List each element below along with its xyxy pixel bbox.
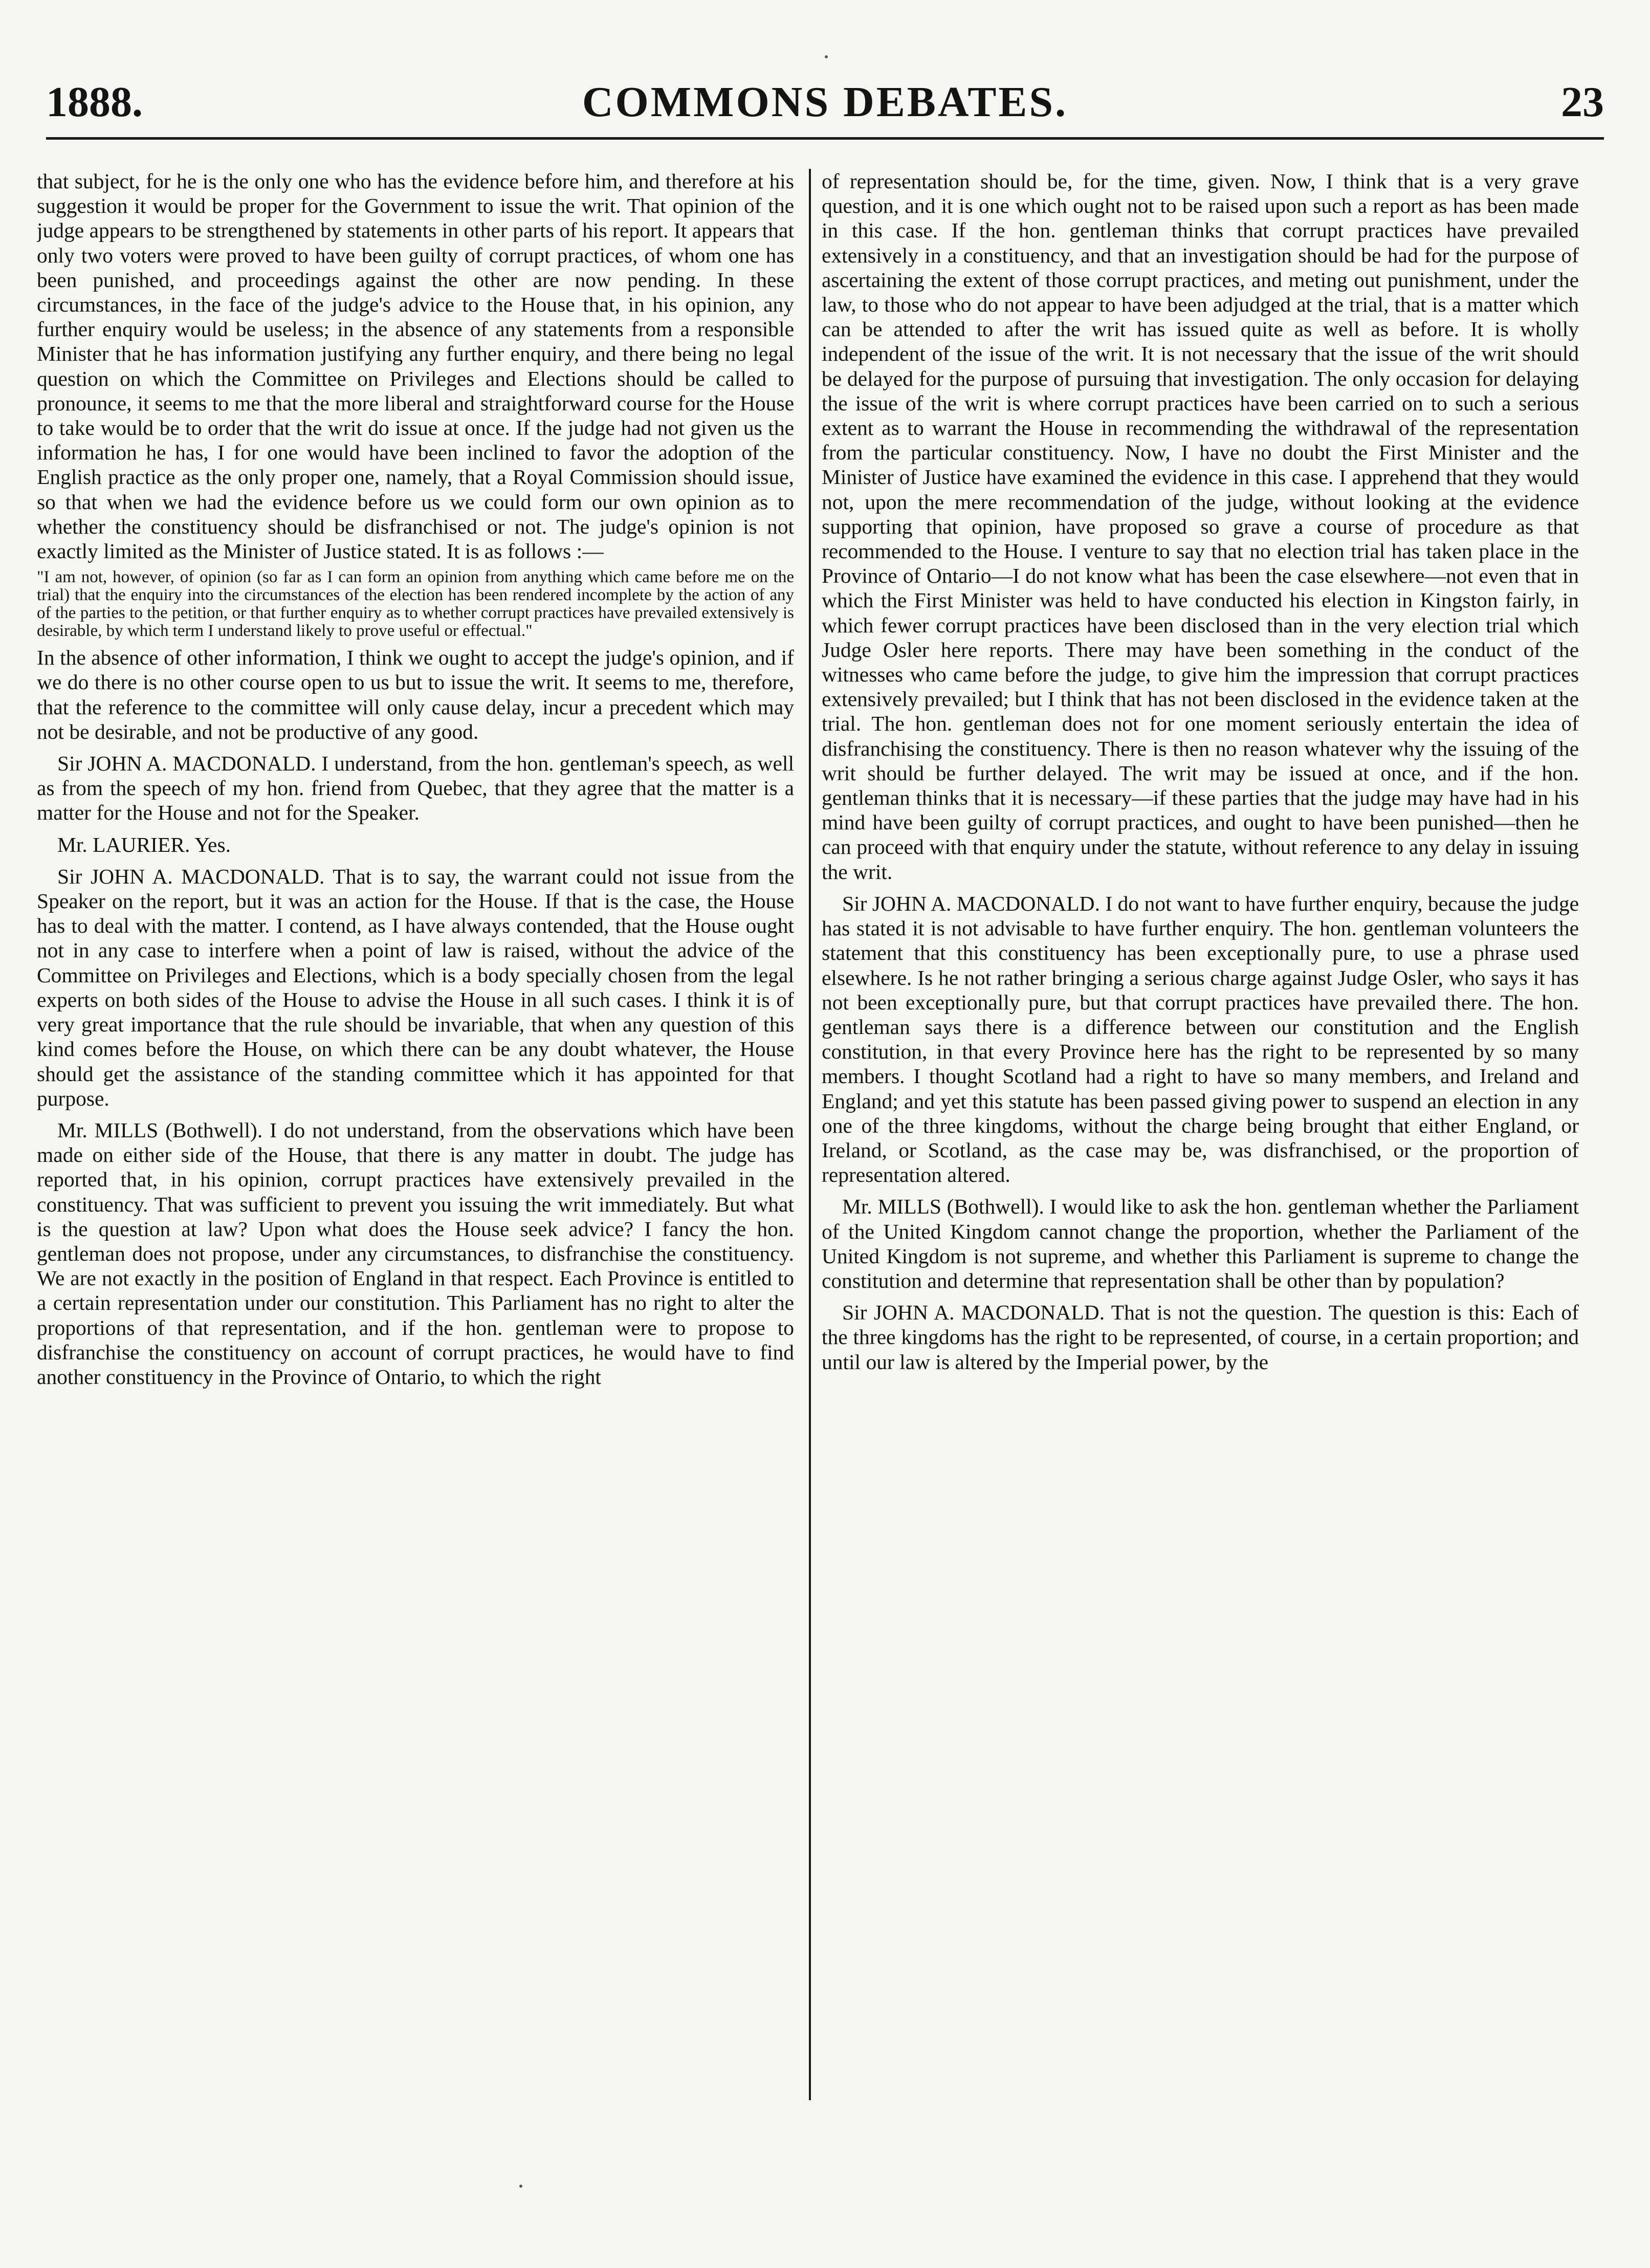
paragraph: that subject, for he is the only one who has the evidence before him, and therefore at his suggestion it would be proper for the Government to issue the writ. That opinion of the judge appears to be strengthened by statements in other parts of his report. It appears that only two voters were proved to have been guilty of corrupt practices, of whom one has been punished, and proceedings against the other are now pending. In these circumstances, in the face of the judge's advice to the House that, in his opinion, any further enquiry would be useless; in the absence of any statements from a responsible Minister that he has information justifying any further enquiry, and there being no legal question on which the Committee on Privileges and Elections should be called to pronounce, it seems to me that the more liberal and straightforward course for the House to take would be to order that the writ do issue at once. If the judge had not given us the information he has, I for one would have been inclined to favor the adoption of the English practice as the only proper one, namely, that a Royal Commission should issue, so that when we had the evidence before us we could form our own opinion as to whether the constituency should be disfranchised or not. The judge's opinion is not exactly limited as the Minister of Justice stated. It is as follows :— (37, 169, 794, 563)
judge-quote: "I am not, however, of opinion (so far as I can form an opinion from anything which came before me on the trial) that the enquiry into the circumstances of the election has been rendered incomplete by the action of any of the parties to the petition, or that further enquiry as to whether corrupt practices have prevailed extensively is desirable, by which term I understand likely to prove useful or effectual." (37, 568, 794, 641)
header-page-number: 23 (1561, 78, 1604, 126)
paragraph: of representation should be, for the time, given. Now, I think that is a very grave question, and it is one which ought not to be raised upon such a report as has been made in this case. If the hon. gentleman thinks that corrupt practices have prevailed extensively in a constituency, and that an investigation should be had for the purpose of ascertaining the extent of those corrupt practices, and meting out punishment, under the law, to those who do not appear to have been adjudged at the trial, that is a matter which can be attended to after the writ has issued quite as well as before. It is wholly independent of the issue of the writ. It is not necessary that the issue of the writ should be delayed for the purpose of pursuing that investigation. The only occasion for delaying the issue of the writ is where corrupt practices have been carried on to such a serious extent as to warrant the House in recommending the withdrawal of the representation from the particular constituency. Now, I have no doubt the First Minister and the Minister of Justice have examined the evidence in this case. I apprehend that they would not, upon the mere recommendation of the judge, without looking at the evidence supporting that opinion, have proposed so grave a course of procedure as that recommended to the House. I venture to say that no election trial has taken place in the Province of Ontario—I do not know what has been the case elsewhere—not even that in which the First Minister was held to have conducted his election in Kingston fairly, in which fewer corrupt practices have been disclosed than in the very election trial which Judge Osler here reports. There may have been something in the conduct of the witnesses who came before the judge, to give him the impression that corrupt practices extensively prevailed; but I think that has not been disclosed in the evidence taken at the trial. The hon. gentleman does not for one moment seriously entertain the idea of disfranchising the constituency. There is then no reason whatever why the issuing of the writ should be further delayed. The writ may be issued at once, and if the hon. gentleman thinks that it is necessary—if these parties that the judge may have had in his mind have been guilty of corrupt practices, and ought to have been punished—then he can proceed with that enquiry under the statute, without reference to any delay in issuing the writ. (822, 169, 1579, 884)
right-column (822, 169, 1579, 2108)
speech-paragraph: Mr. MILLS (Bothwell). I would like to ask the hon. gentleman whether the Parliament of the United Kingdom cannot change the proportion, whether the Parliament of the United Kingdom is not supreme, and whether this Parliament is supreme to change the constitution and determine that representation shall be other than by population? (822, 1195, 1579, 1292)
header-year: 1888. (46, 78, 143, 126)
header-rule (46, 137, 1604, 140)
speech-paragraph: Mr. LAURIER. Yes. (57, 832, 231, 856)
column-divider (809, 169, 811, 2100)
speech-paragraph: Sir JOHN A. MACDONALD. That is to say, the warrant could not issue from the Speaker on the report, but it was an action for the House. If that is the case, the House has to deal with the matter. I contend, as I have always contended, that the House ought not in any case to interfere when a point of law is raised, without the advice of the Committee on Privileges and Elections, which is a body specially chosen from the legal experts on both sides of the House to advise the House in all such cases. I think it is of very great importance that the rule should be invariable, that when any question of this kind comes before the House, on which there can be any doubt whatever, the House should get the assistance of the standing committee which it has appointed for that purpose. (37, 864, 794, 1110)
paragraph: In the absence of other information, I think we ought to accept the judge's opinion, and if we do there is no other course open to us but to issue the writ. It seems to me, therefore, that the reference to the committee will only cause delay, incur a precedent which may not be desirable, and not be productive of any good. (37, 646, 794, 743)
print-speck (519, 2185, 522, 2188)
speech-paragraph: Mr. MILLS (Bothwell). I do not understand, from the observations which have been made on either side of the House, that there is any matter in doubt. The judge has reported that, in his opinion, corrupt practices have extensively prevailed in the constituency. That was sufficient to prevent you issuing the writ immediately. But what is the question at law? Upon what does the House seek advice? I fancy the hon. gentleman does not propose, under any circumstances, to disfranchise the constituency. We are not exactly in the position of England in that respect. Each Province is entitled to a certain representation under our constitution. This Parliament has no right to alter the proportions of that representation, and if the hon. gentleman were to propose to disfranchise the constituency on account of corrupt practices, he would have to find another constituency in the Province of Ontario, to which the right (37, 1118, 794, 1389)
speech-paragraph: Sir JOHN A. MACDONALD. That is not the question. The question is this: Each of the three kingdoms has the right to be represented, of course, in a certain proportion; and until our law is altered by the Imperial power, by the (822, 1301, 1579, 1374)
left-column (37, 169, 794, 2108)
speech-paragraph: Sir JOHN A. MACDONALD. I do not want to have further enquiry, because the judge has stated it is not advisable to have further enquiry. The hon. gentleman volunteers the statement that this constituency has been exceptionally pure, to use a phrase used elsewhere. Is he not rather bringing a serious charge against Judge Osler, who says it has not been exceptionally pure, but that corrupt practices have prevailed there. The hon. gentleman says there is a difference between our constitution and the English constitution, in that every Province here has the right to be represented by so many members. I thought Scotland had a right to have so many members, and Ireland and England; and yet this statute has been passed giving power to suspend an election in any one of the three kingdoms, without the charge being brought that either England, or Ireland, or Scotland, as the case may be, was disfranchised, or the proportion of representation altered. (822, 891, 1579, 1187)
header-title: COMMONS DEBATES. (582, 78, 1068, 126)
speech-paragraph: Sir JOHN A. MACDONALD. I understand, from the hon. gentleman's speech, as well as from the speech of my hon. friend from Quebec, that they agree that the matter is a matter for the House and not for the Speaker. (37, 752, 794, 825)
page-header (46, 77, 1604, 128)
print-speck (825, 55, 828, 58)
